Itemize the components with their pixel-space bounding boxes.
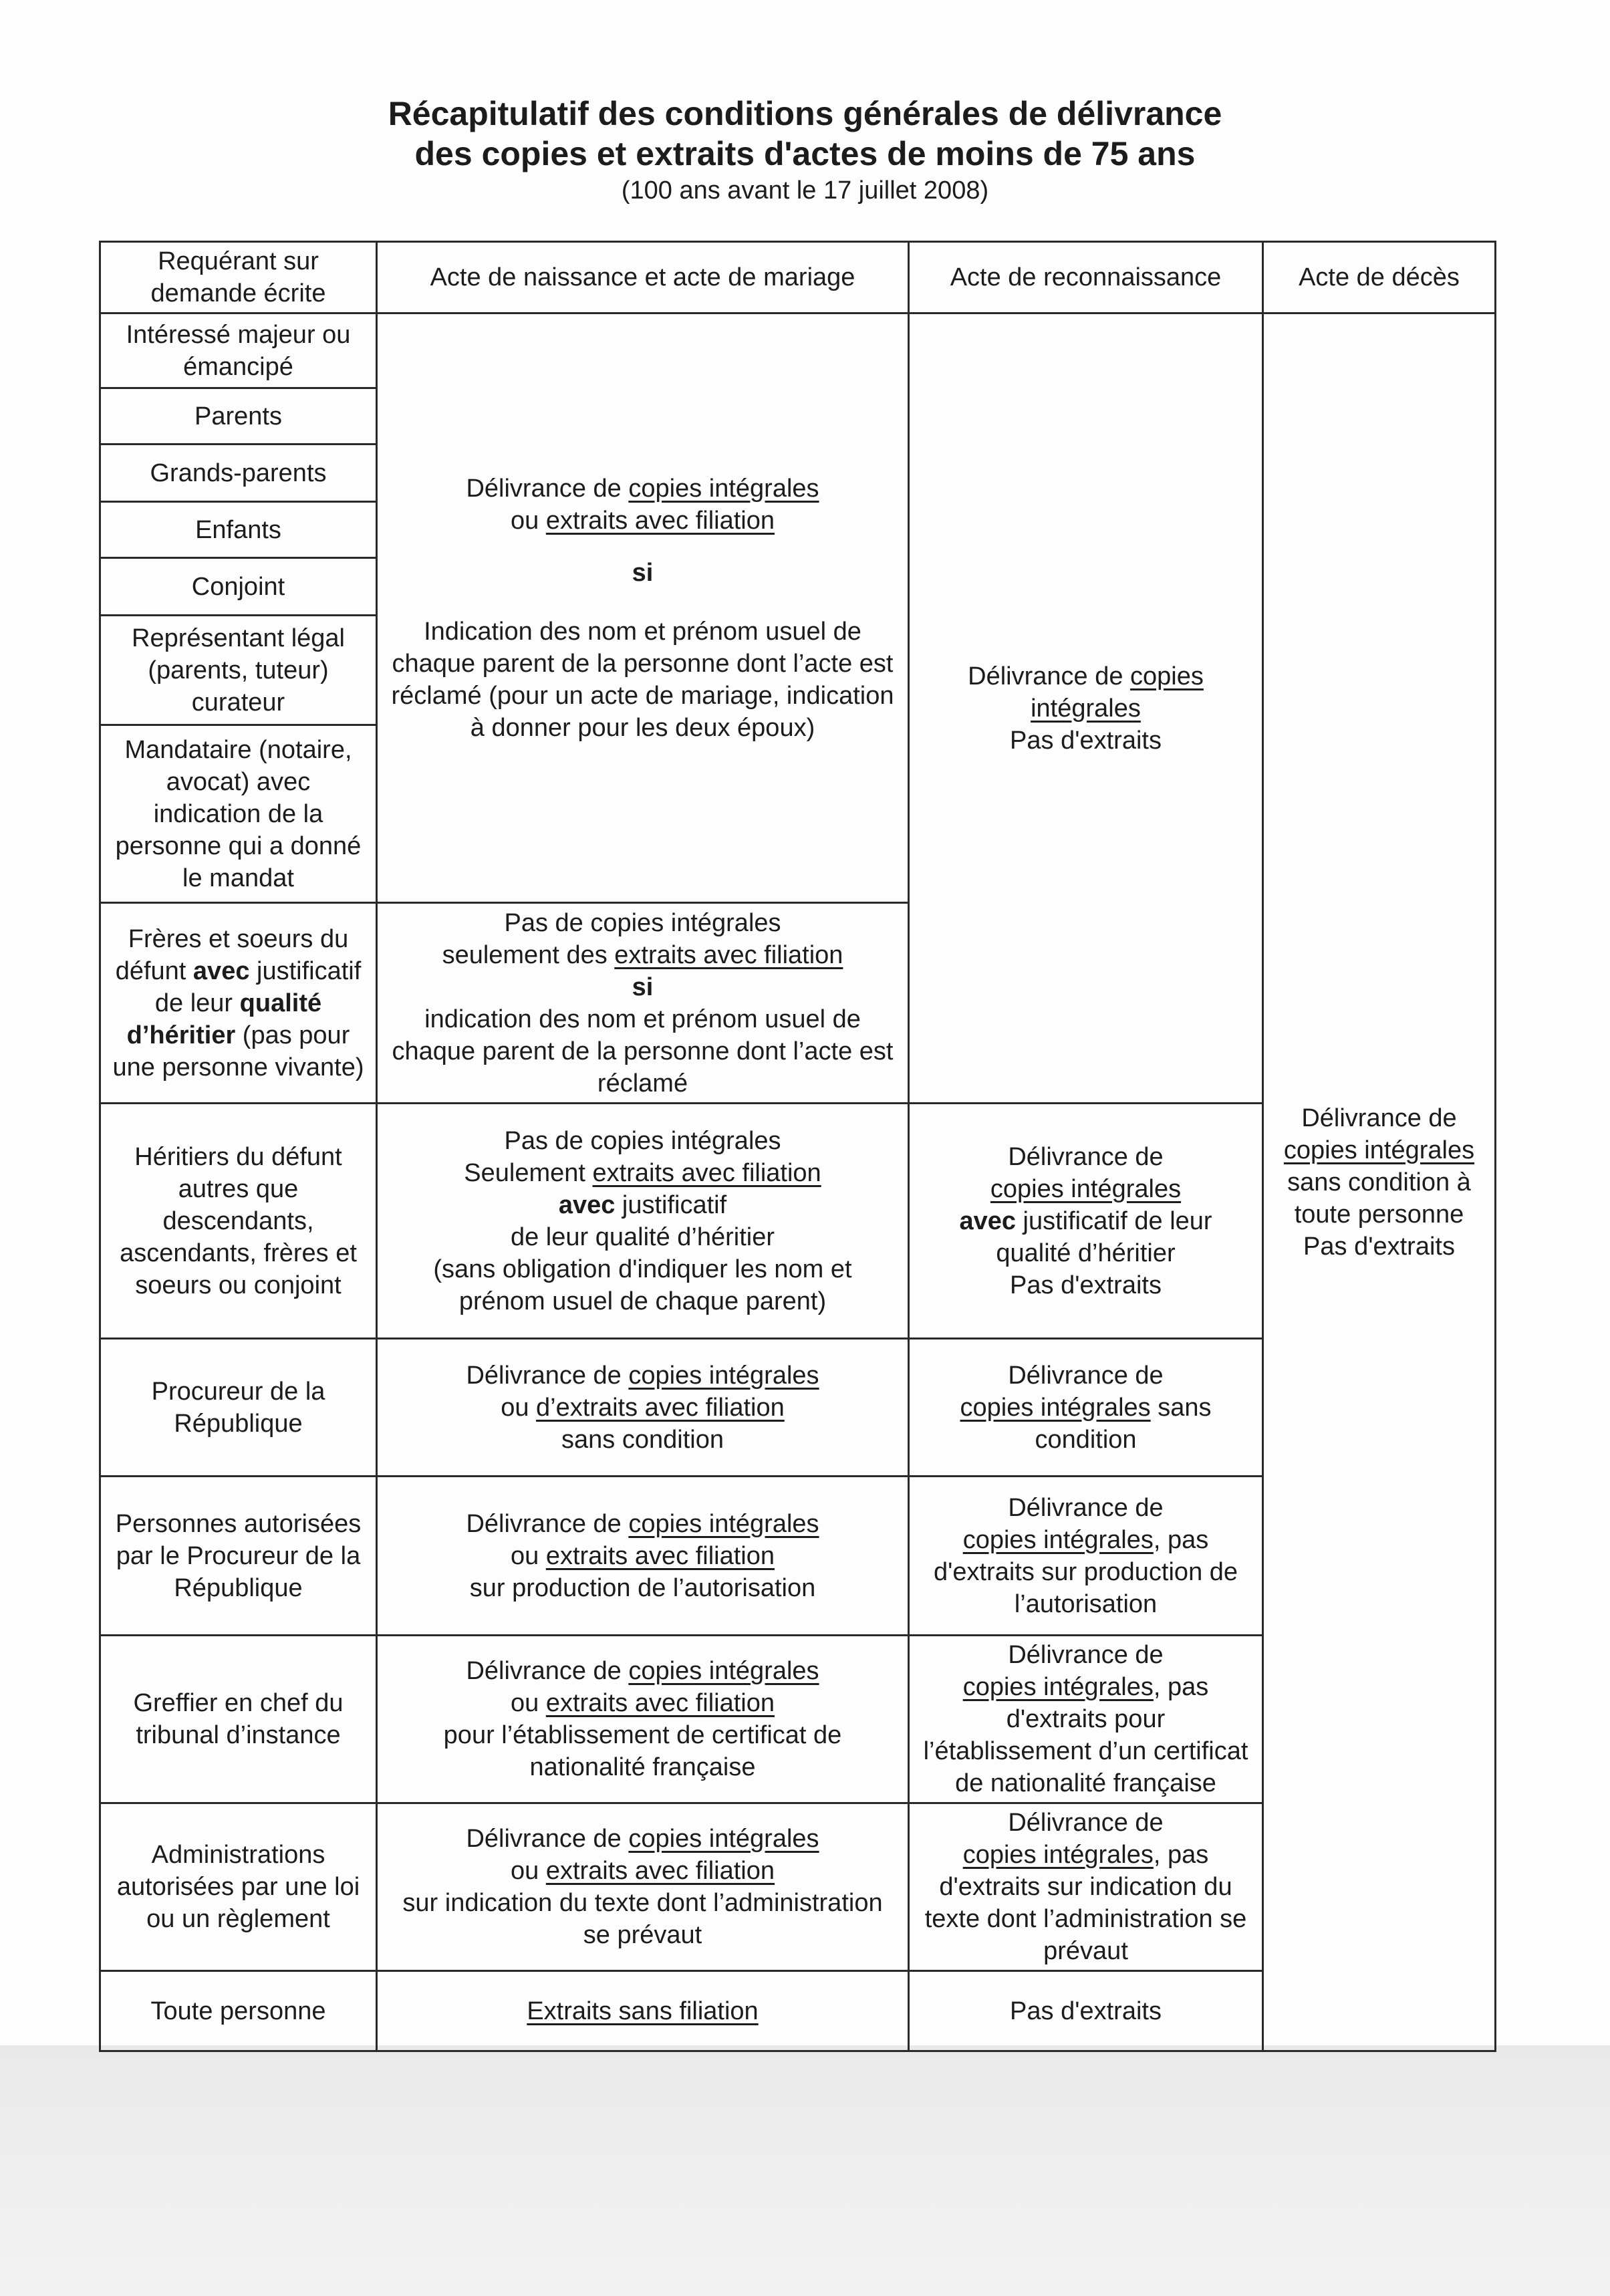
row-label-toute-personne: Toute personne xyxy=(100,1971,377,2051)
row-label-mandataire: Mandataire (notaire, avocat) avec indication de la personne qui a donné le mandat xyxy=(100,725,377,903)
row-label-administrations: Administrations autorisées par une loi ou un règlement xyxy=(100,1803,377,1971)
row-label-interesse: Intéressé majeur ou émancipé xyxy=(100,313,377,388)
cell-naissance-freres: Pas de copies intégrales seulement des extraits avec filiation si indication des nom et prénom usuel de chaque parent de la personne dont l’acte est réclamé xyxy=(377,903,909,1104)
row-label-conjoint: Conjoint xyxy=(100,558,377,616)
cell-deces-all: Délivrance de copies intégrales sans condition à toute personne Pas d'extraits xyxy=(1263,313,1496,2051)
cell-naissance-greffier: Délivrance de copies intégrales ou extraits avec filiation pour l’établissement de certificat de nationalité française xyxy=(377,1636,909,1803)
row-label-parents: Parents xyxy=(100,388,377,444)
cell-reconnaissance-toute-personne: Pas d'extraits xyxy=(909,1971,1263,2051)
cell-reconnaissance-procureur: Délivrance de copies intégrales sans condition xyxy=(909,1339,1263,1477)
row-label-grands-parents: Grands-parents xyxy=(100,444,377,502)
cell-reconnaissance-group: Délivrance de copies intégrales Pas d'extraits xyxy=(909,313,1263,1104)
document-subtitle: (100 ans avant le 17 juillet 2008) xyxy=(621,176,989,205)
row-label-heritiers: Héritiers du défunt autres que descendants, ascendants, frères et soeurs ou conjoint xyxy=(100,1104,377,1339)
cell-naissance-procureur: Délivrance de copies intégrales ou d’extraits avec filiation sans condition xyxy=(377,1339,909,1477)
scanner-background xyxy=(0,2045,1610,2296)
cell-reconnaissance-administrations: Délivrance de copies intégrales, pas d'extraits sur indication du texte dont l’administration se prévaut xyxy=(909,1803,1263,1971)
cell-reconnaissance-greffier: Délivrance de copies intégrales, pas d'extraits pour l’établissement d’un certificat de nationalité française xyxy=(909,1636,1263,1803)
header-row xyxy=(100,242,1496,313)
header-reconnaissance: Acte de reconnaissance xyxy=(909,242,1263,313)
row-label-autorisees: Personnes autorisées par le Procureur de la République xyxy=(100,1477,377,1636)
row-label-procureur: Procureur de la République xyxy=(100,1339,377,1477)
header-requerant: Requérant sur demande écrite xyxy=(100,242,377,313)
cell-naissance-group: Délivrance de copies intégrales ou extraits avec filiation si Indication des nom et prénom usuel de chaque parent de la personne dont l’acte est réclamé (pour un acte de mariage, indication à donner pour les deux époux) xyxy=(377,313,909,903)
cell-naissance-administrations: Délivrance de copies intégrales ou extraits avec filiation sur indication du texte dont l’administration se prévaut xyxy=(377,1803,909,1971)
cell-reconnaissance-heritiers: Délivrance de copies intégrales avec justificatif de leur qualité d’héritier Pas d'extraits xyxy=(909,1104,1263,1339)
header-naissance-mariage: Acte de naissance et acte de mariage xyxy=(377,242,909,313)
conditions-table xyxy=(99,241,1496,2052)
cell-reconnaissance-autorisees: Délivrance de copies intégrales, pas d'extraits sur production de l’autorisation xyxy=(909,1477,1263,1636)
row-label-enfants: Enfants xyxy=(100,502,377,558)
cell-naissance-toute-personne: Extraits sans filiation xyxy=(377,1971,909,2051)
cell-naissance-autorisees: Délivrance de copies intégrales ou extraits avec filiation sur production de l’autorisation xyxy=(377,1477,909,1636)
row-label-greffier: Greffier en chef du tribunal d’instance xyxy=(100,1636,377,1803)
table-row xyxy=(100,313,1496,388)
cell-naissance-heritiers: Pas de copies intégrales Seulement extraits avec filiation avec justificatif de leur qualité d’héritier (sans obligation d'indiquer les nom et prénom usuel de chaque parent) xyxy=(377,1104,909,1339)
row-label-representant: Représentant légal (parents, tuteur) curateur xyxy=(100,616,377,725)
document-title-line-2: des copies et extraits d'actes de moins de 75 ans xyxy=(414,135,1196,172)
document-title-line-1: Récapitulatif des conditions générales de délivrance xyxy=(388,95,1222,132)
header-deces: Acte de décès xyxy=(1263,242,1496,313)
row-label-freres: Frères et soeurs du défunt avec justificatif de leur qualité d’héritier (pas pour une personne vivante) xyxy=(100,903,377,1104)
